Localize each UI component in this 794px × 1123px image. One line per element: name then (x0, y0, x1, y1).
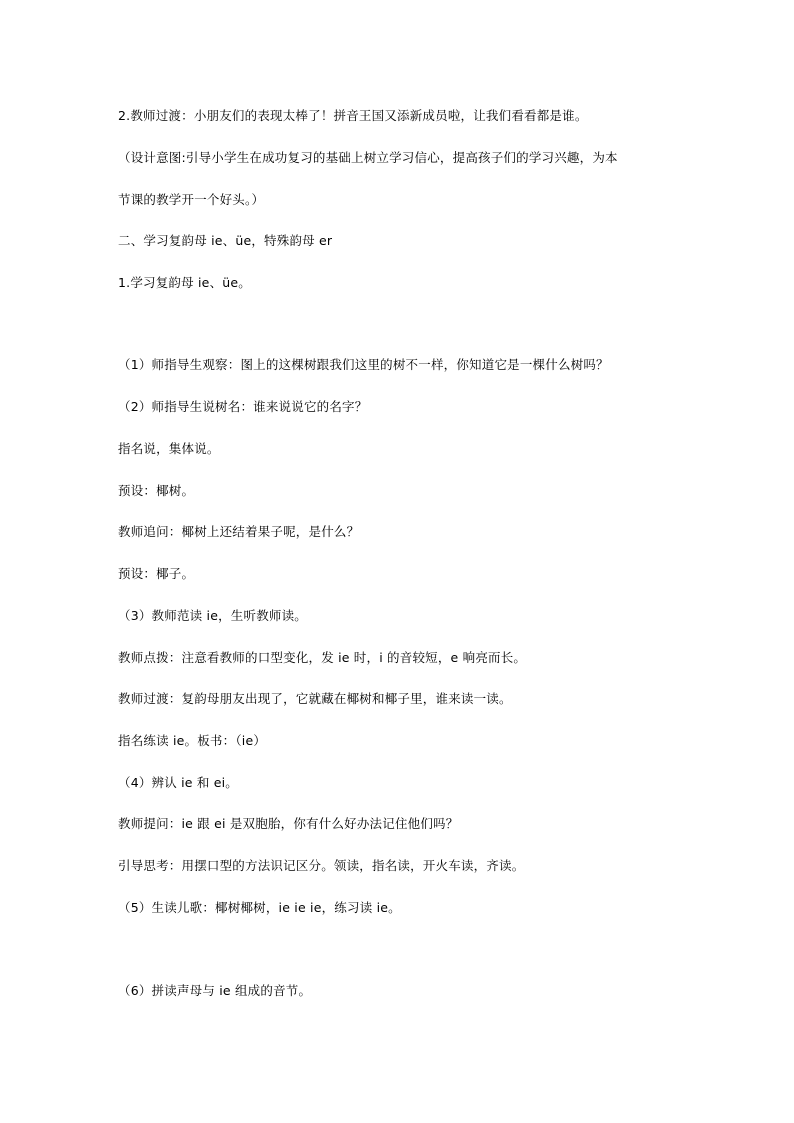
paragraph-step-2: （2）师指导生说树名：谁来说说它的名字？ (118, 399, 368, 414)
paragraph-teacher-question: 教师提问：ie 跟 ei 是双胞胎，你有什么好办法记住他们吗？ (118, 816, 459, 831)
paragraph-design-intent-cont: 节课的教学开一个好头。） (118, 192, 265, 207)
paragraph-design-intent: （设计意图:引导小学生在成功复习的基础上树立学习信心，提高孩子们的学习兴趣，为本 (118, 150, 618, 165)
subsection-heading: 1.学习复韵母 ie、üe。 (118, 275, 251, 290)
paragraph-step-4: （4）辨认 ie 和 ei。 (118, 775, 238, 790)
paragraph-preset-tree: 预设：椰树。 (118, 483, 195, 498)
paragraph-preset-coconut: 预设：椰子。 (118, 566, 195, 581)
paragraph-name-call: 指名说，集体说。 (118, 441, 220, 456)
section-heading: 二、学习复韵母 ie、üe，特殊韵母 er (118, 233, 333, 248)
paragraph-step-5: （5）生读儿歌：椰树椰树，ie ie ie，练习读 ie。 (118, 900, 401, 915)
paragraph-step-6: （6）拼读声母与 ie 组成的音节。 (118, 983, 312, 998)
paragraph-teacher-transition: 2.教师过渡：小朋友们的表现太棒了！拼音王国又添新成员啦，让我们看看都是谁。 (118, 108, 588, 123)
paragraph-step-1: （1）师指导生观察：图上的这棵树跟我们这里的树不一样，你知道它是一棵什么树吗？ (118, 357, 609, 372)
paragraph-teacher-guidance: 教师点拨：注意看教师的口型变化，发 ie 时，i 的音较短，e 响亮而长。 (118, 650, 527, 665)
paragraph-follow-up-question: 教师追问：椰树上还结着果子呢，是什么？ (118, 524, 360, 539)
paragraph-teacher-transition-2: 教师过渡：复韵母朋友出现了，它就藏在椰树和椰子里，谁来读一读。 (118, 691, 512, 706)
paragraph-step-3: （3）教师范读 ie，生听教师读。 (118, 608, 307, 623)
paragraph-guided-thinking: 引导思考：用摆口型的方法识记区分。领读，指名读，开火车读，齐读。 (118, 858, 525, 873)
paragraph-practice-board: 指名练读 ie。板书：（ie） (118, 733, 267, 748)
